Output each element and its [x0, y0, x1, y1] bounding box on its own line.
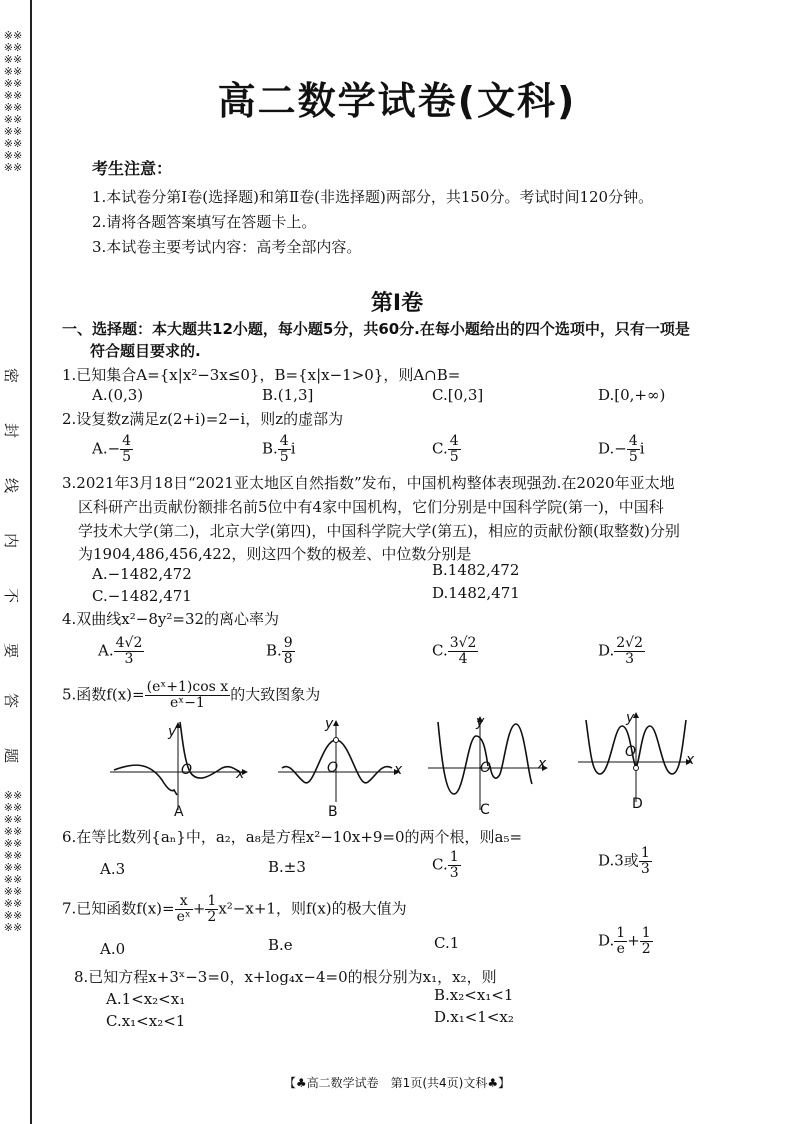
denominator: 5: [122, 449, 132, 465]
denominator: 8: [283, 651, 293, 667]
graph-option-a: [110, 720, 250, 810]
denominator: 3: [449, 865, 459, 881]
option-prefix: A.−: [92, 439, 121, 458]
option-prefix: B.: [262, 439, 278, 458]
fraction: [114, 636, 145, 667]
origin-label: O: [480, 760, 492, 776]
denominator: e: [616, 941, 625, 957]
binding-line: [30, 0, 32, 1124]
question-1-stem: 1.已知集合A={x|x²−3x≤0}，B={x|x−1>0}，则A∩B=: [62, 366, 461, 384]
question-4-option-b: [266, 636, 295, 667]
numerator: 1: [641, 925, 651, 941]
question-8-option-d: D.x₁<1<x₂: [434, 1008, 514, 1026]
denominator: eˣ−1: [169, 695, 205, 711]
numerator: 4: [122, 433, 132, 449]
denominator: 2: [207, 909, 217, 925]
fraction: [448, 434, 461, 465]
stem-prefix: 7.已知函数f(x)=: [62, 899, 175, 918]
option-prefix: D.: [598, 641, 615, 660]
sidebar-word: 密: [2, 367, 21, 384]
question-3-option-d: D.1482,471: [432, 584, 520, 602]
numerator: 2√2: [616, 635, 644, 651]
operator: +: [192, 899, 206, 918]
denominator: 5: [628, 449, 638, 465]
numerator: 1: [449, 849, 459, 865]
question-8-stem: 8.已知方程x+3ˣ−3=0，x+log₄x−4=0的根分别为x₁，x₂，则: [74, 968, 497, 986]
fraction: [448, 850, 461, 881]
x-axis-label: x: [236, 766, 245, 782]
graph-option-d: [578, 710, 702, 802]
question-1-option-a: A.(0,3): [92, 386, 144, 404]
question-6-option-b: B.±3: [268, 858, 306, 876]
sidebar-word: 封: [2, 422, 21, 439]
denominator: 5: [279, 449, 289, 465]
question-4-option-a: [98, 636, 144, 667]
numerator: 1: [616, 925, 626, 941]
question-7-option-b: B.e: [268, 936, 293, 954]
option-prefix: A.: [98, 641, 114, 660]
question-3-option-b: B.1482,472: [432, 561, 520, 579]
question-4-option-d: [598, 636, 645, 667]
star-border-bottom: ※※※※※※※※※※※※※※※※※※※※※※※※: [3, 789, 23, 934]
numerator: 1: [207, 893, 217, 909]
denominator: 3: [640, 861, 650, 877]
question-4-option-c: [432, 636, 478, 667]
notice-item: 2.请将各题答案填写在答题卡上。: [92, 213, 317, 231]
graph-label-b: B: [328, 804, 338, 820]
fraction: [640, 926, 653, 957]
question-1-option-b: B.(1,3]: [262, 386, 314, 404]
numerator: 4: [628, 433, 638, 449]
fraction: [120, 434, 133, 465]
question-6-option-c: [432, 850, 461, 881]
denominator: 3: [124, 651, 134, 667]
notice-heading: 考生注意：: [92, 159, 173, 178]
question-8-option-a: A.1<x₂<x₁: [106, 990, 186, 1008]
numerator: x: [175, 894, 193, 910]
question-3-option-c: C.−1482,471: [92, 587, 192, 605]
part-instructions-cont: 符合题目要求的.: [90, 342, 201, 360]
sidebar-word: 题: [2, 747, 21, 764]
notice-item: 3.本试卷主要考试内容：高考全部内容。: [92, 238, 362, 256]
question-7-option-c: C.1: [434, 934, 460, 952]
x-axis-label: x: [686, 752, 695, 768]
fraction: [278, 434, 291, 465]
question-6-stem: 6.在等比数列{aₙ}中，a₂，a₈是方程x²−10x+9=0的两个根，则a₅=: [62, 828, 523, 846]
option-suffix: i: [290, 439, 296, 458]
sidebar-word: 不: [2, 587, 21, 604]
question-2-stem: 2.设复数z满足z(2+i)=2−i，则z的虚部为: [62, 410, 344, 428]
y-axis-label: y: [476, 714, 485, 730]
question-6-option-a: A.3: [100, 860, 126, 878]
stem-prefix: 5.函数f(x)=: [62, 685, 145, 704]
page-title: 高二数学试卷(文科): [217, 79, 577, 123]
denominator: eˣ: [176, 909, 191, 925]
numerator: 1: [640, 845, 650, 861]
stem-suffix: 的大致图象为: [230, 685, 321, 704]
option-prefix: B.: [266, 641, 282, 660]
fraction: [448, 636, 479, 667]
question-2-option-d: [598, 434, 645, 465]
numerator: 9: [283, 635, 293, 651]
y-axis-label: y: [325, 716, 334, 732]
numerator: 4√2: [115, 635, 143, 651]
graph-label-a: A: [174, 804, 184, 820]
origin-label: O: [327, 760, 339, 776]
option-prefix: D.: [598, 931, 615, 950]
origin-label: O: [181, 762, 193, 778]
question-1-option-c: C.[0,3]: [432, 386, 484, 404]
question-6-option-d: [598, 846, 652, 877]
x-axis-label: x: [394, 762, 403, 778]
question-1-option-d: D.[0,+∞): [598, 386, 666, 404]
notice-item: 1.本试卷分第Ⅰ卷(选择题)和第Ⅱ卷(非选择题)两部分，共150分。考试时间120分钟。: [92, 188, 654, 206]
question-2-option-a: [92, 434, 133, 465]
numerator: (eˣ+1)cos x: [146, 679, 229, 695]
sidebar-word: 内: [2, 532, 21, 549]
fraction: [175, 894, 193, 925]
fraction: [205, 894, 218, 925]
question-3-line: 为1904,486,456,422，则这四个数的极差、中位数分别是: [78, 545, 472, 563]
section-title: 第Ⅰ卷: [370, 291, 424, 316]
denominator: 3: [625, 651, 635, 667]
question-3-option-a: A.−1482,472: [92, 565, 192, 583]
option-prefix: D.−: [598, 439, 627, 458]
fraction: [627, 434, 640, 465]
denominator: 5: [449, 449, 459, 465]
option-prefix: C.: [432, 641, 448, 660]
option-prefix: C.: [432, 439, 448, 458]
question-3-line: 学技术大学(第二)，北京大学(第四)，中国科学院大学(第五)，相应的贡献份额(取整数)分别: [78, 522, 680, 540]
graph-label-c: C: [480, 802, 490, 818]
numerator: 4: [449, 433, 459, 449]
fraction: [614, 926, 627, 957]
numerator: 3√2: [449, 635, 477, 651]
stem-suffix: x²−x+1，则f(x)的极大值为: [218, 899, 407, 918]
option-prefix: C.: [432, 855, 448, 874]
origin-label: O: [625, 744, 637, 760]
denominator: 4: [458, 651, 468, 667]
part-instructions: 一、选择题：本大题共12小题，每小题5分，共60分.在每小题给出的四个选项中，只有一项是: [62, 320, 690, 338]
question-4-stem: 4.双曲线x²−8y²=32的离心率为: [62, 610, 280, 628]
operator: +: [627, 931, 640, 950]
question-7-option-a: A.0: [100, 940, 126, 958]
question-2-option-c: [432, 434, 461, 465]
page-footer: 【♣高二数学试卷 第1页(共4页)文科♣】: [283, 1076, 511, 1090]
question-7-stem: [62, 894, 407, 925]
fraction: [614, 636, 645, 667]
question-5-stem: [62, 680, 320, 711]
x-axis-label: x: [538, 756, 547, 772]
y-axis-label: y: [168, 724, 177, 740]
sidebar-word: 线: [2, 477, 21, 494]
denominator: 2: [641, 941, 651, 957]
numerator: 4: [279, 433, 289, 449]
question-7-option-d: [598, 926, 653, 957]
binding-margin: [0, 0, 40, 1124]
star-border-top: ※※※※※※※※※※※※※※※※※※※※※※※※: [3, 29, 23, 174]
fraction: [145, 680, 231, 711]
y-axis-label: y: [626, 710, 635, 726]
question-8-option-c: C.x₁<x₂<1: [106, 1012, 186, 1030]
fraction: [639, 846, 652, 877]
question-3-line: 3.2021年3月18日“2021亚太地区自然指数”发布，中国机构整体表现强劲.在2020年亚太地: [62, 474, 675, 492]
graph-option-b: [278, 718, 402, 802]
option-suffix: i: [639, 439, 645, 458]
question-8-option-b: B.x₂<x₁<1: [434, 986, 514, 1004]
question-2-option-b: [262, 434, 296, 465]
fraction: [282, 636, 295, 667]
graph-label-d: D: [632, 796, 643, 812]
option-prefix: D.3或: [598, 851, 639, 870]
question-3-line: 区科研产出贡献份额排名前5位中有4家中国机构，它们分别是中国科学院(第一)，中国科: [78, 498, 664, 516]
sidebar-word: 答: [2, 692, 21, 709]
sidebar-word: 要: [2, 642, 21, 659]
